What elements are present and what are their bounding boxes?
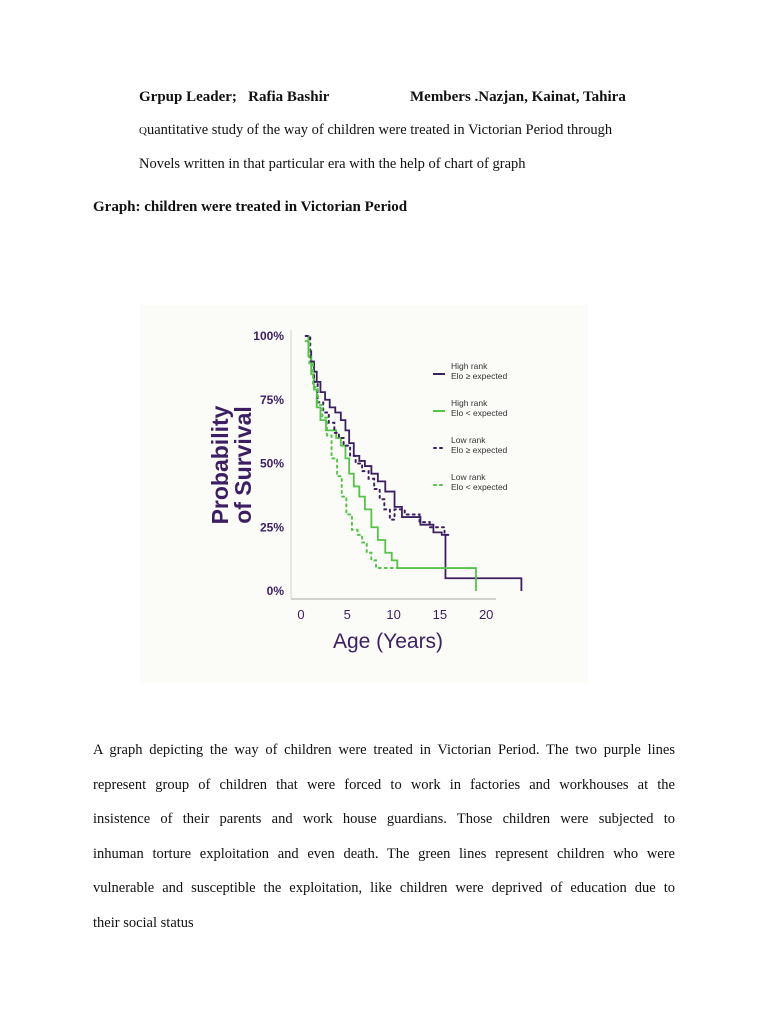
- intro-line-2: Novels written in that particular era with the help of chart of graph: [139, 156, 526, 172]
- y-tick-label: 100%: [253, 329, 284, 343]
- y-axis-title-line-2: of Survival: [230, 406, 256, 524]
- legend-label-line-1: High rank: [451, 361, 488, 371]
- x-axis-title: Age (Years): [332, 630, 444, 653]
- intro-first-letter: Q: [139, 125, 147, 137]
- survival-curve-4: [306, 341, 400, 568]
- x-tick-label: 15: [432, 607, 448, 622]
- legend-label-line-1: Low rank: [451, 472, 486, 482]
- x-tick-label: 10: [386, 607, 401, 622]
- intro-line-1: [139, 121, 612, 140]
- legend-label-line-2: Elo < expected: [451, 408, 508, 418]
- legend-label-line-2: Elo ≥ expected: [451, 445, 508, 455]
- x-tick-label: 0: [297, 607, 305, 622]
- y-tick-label: 0%: [266, 584, 284, 598]
- group-members: Members .Nazjan, Kainat, Tahira: [410, 89, 626, 105]
- intro-line-1-text: uantitative study of the way of children were treated in Victorian Period through: [146, 122, 613, 138]
- survival-chart: [140, 305, 588, 683]
- graph-heading: Graph: children were treated in Victorian Period: [93, 199, 408, 215]
- legend-label-line-1: High rank: [451, 398, 488, 408]
- x-tick-label: 20: [478, 607, 494, 622]
- y-axis-title-line-1: Probability: [207, 405, 233, 525]
- y-tick-label: 50%: [259, 456, 284, 471]
- y-tick-label: 25%: [259, 520, 284, 535]
- paragraph-line: A graph depicting the way of children were treated in Victorian Period. The two purple lines: [93, 742, 675, 758]
- paragraph-line: represent group of children that were forced to work in factories and workhouses at the: [93, 776, 675, 793]
- x-tick-label: 5: [343, 607, 351, 622]
- paragraph-line: insistence of their parents and work house guardians. Those children were subjected to: [93, 811, 675, 827]
- paragraph-line: vulnerable and susceptible the exploitation, like children were deprived of education due to: [93, 880, 675, 896]
- legend-label-line-2: Elo ≥ expected: [451, 371, 508, 381]
- survival-chart-figure: [140, 305, 588, 683]
- group-leader-name: Rafia Bashir: [248, 89, 330, 105]
- description-paragraph: [93, 733, 675, 940]
- legend-label-line-1: Low rank: [451, 435, 486, 445]
- paragraph-line: their social status: [93, 914, 194, 931]
- group-leader: [139, 88, 329, 106]
- y-tick-label: 75%: [259, 392, 284, 407]
- paragraph-line: inhuman torture exploitation and even death. The green lines represent children who were: [93, 845, 675, 862]
- group-leader-label: Grpup Leader;: [139, 89, 237, 105]
- legend-label-line-2: Elo < expected: [451, 482, 508, 492]
